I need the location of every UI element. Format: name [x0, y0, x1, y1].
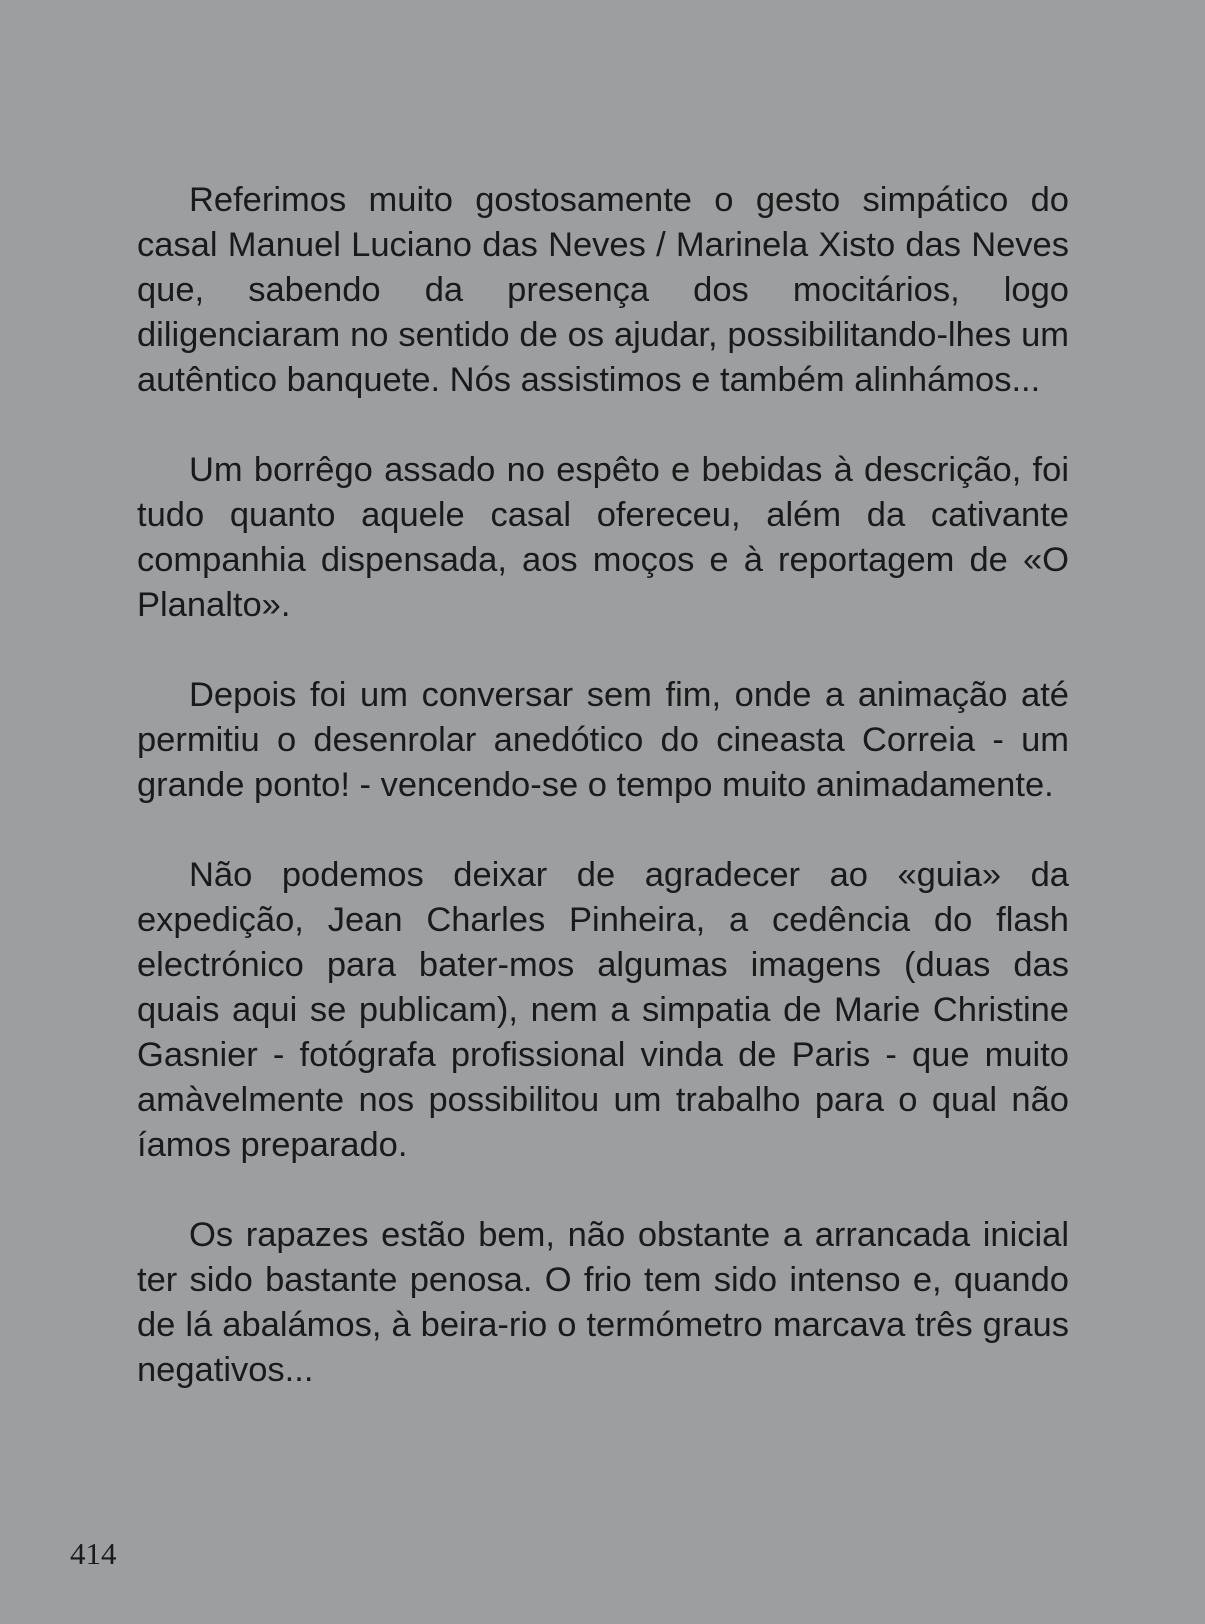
paragraph-4: Não podemos deixar de agradecer ao «guia» da expedição, Jean Charles Pinheira, a cedência do flash electrónico para bater-mos algumas imagens (duas das quais aqui se publicam), nem a simpatia de Marie Christine Gasnier - fotógrafa profissional vinda de Paris - que muito amàvelmente nos possibilitou um trabalho para o qual não íamos preparado. — [137, 856, 1069, 1164]
paragraph-2: Um borrêgo assado no espêto e bebidas à descrição, foi tudo quanto aquele casal ofereceu, além da cativante companhia dispensada, aos moços e à reportagem de «O Planalto». — [137, 451, 1069, 624]
body-text — [137, 178, 1069, 1438]
paragraph-1: Referimos muito gostosamente o gesto simpático do casal Manuel Luciano das Neves / Marinela Xisto das Neves que, sabendo da presença dos mocitários, logo diligenciaram no sentido de os ajudar, possibilitando-lhes um autêntico banquete. Nós assistimos e também alinhámos... — [137, 181, 1069, 399]
paragraph-5: Os rapazes estão bem, não obstante a arrancada inicial ter sido bastante penosa. O frio tem sido intenso e, quando de lá abalámos, à beira-rio o termómetro marcava três graus negativos... — [137, 1216, 1069, 1389]
page-number: 414 — [70, 1536, 117, 1571]
paragraph-3: Depois foi um conversar sem fim, onde a animação até permitiu o desenrolar anedótico do cineasta Correia - um grande ponto! - vencendo-se o tempo muito animadamente. — [137, 676, 1069, 804]
